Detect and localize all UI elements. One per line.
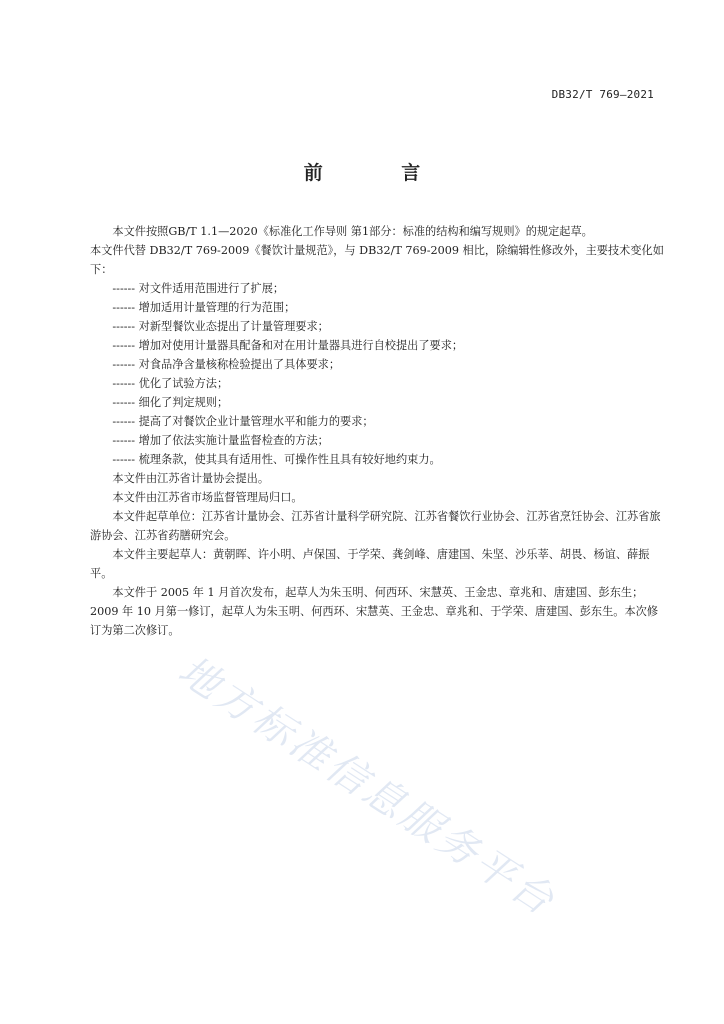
change-item: ------ 优化了试验方法； [112, 377, 229, 390]
watermark-text: 地方标准信息服务平台 [170, 647, 565, 926]
change-item: ------ 增加适用计量管理的行为范围； [112, 301, 296, 314]
page-title: 前 言 [303, 162, 457, 184]
change-item: ------ 梳理条款，使其具有适用性、可操作性且具有较好地约束力。 [112, 453, 441, 466]
foreword-body [90, 222, 666, 640]
paragraph: 本文件代替 DB32/T 769-2009《餐饮计量规范》，与 DB32/T 769-2009 相比，除编辑性修改外，主要技术变化如下： [90, 244, 664, 276]
paragraph: 本文件于 2005 年 1 月首次发布，起草人为朱玉明、何西环、宋慧英、王金忠、章兆和、唐建国、彭东生；2009 年 10 月第一修订，起草人为朱玉明、何西环、宋慧英、王金忠、章兆和、于学荣、唐建国、彭东生。本次修订为第二次修订。 [90, 586, 659, 637]
change-item: ------ 提高了对餐饮企业计量管理水平和能力的要求； [112, 415, 374, 428]
change-item: ------ 对文件适用范围进行了扩展； [112, 282, 285, 295]
change-item: ------ 对新型餐饮业态提出了计量管理要求； [112, 320, 329, 333]
paragraph: 本文件由江苏省市场监督管理局归口。 [112, 491, 303, 504]
paragraph: 本文件主要起草人：黄朝晖、许小明、卢保国、于学荣、龚剑峰、唐建国、朱坚、沙乐莘、胡畏、杨谊、薛振平。 [90, 548, 650, 580]
change-item: ------ 增加对使用计量器具配备和对在用计量器具进行自校提出了要求； [112, 339, 464, 352]
change-item: ------ 细化了判定规则； [112, 396, 229, 409]
standard-code: DB32/T 769—2021 [551, 88, 654, 101]
paragraph: 本文件按照GB/T 1.1—2020《标准化工作导则 第1部分：标准的结构和编写规则》的规定起草。 [112, 225, 593, 238]
change-item: ------ 增加了依法实施计量监督检查的方法； [112, 434, 329, 447]
paragraph: 本文件起草单位：江苏省计量协会、江苏省计量科学研究院、江苏省餐饮行业协会、江苏省烹饪协会、江苏省旅游协会、江苏省药膳研究会。 [90, 510, 661, 542]
change-item: ------ 对食品净含量核称检验提出了具体要求； [112, 358, 341, 371]
paragraph: 本文件由江苏省计量协会提出。 [112, 472, 270, 485]
